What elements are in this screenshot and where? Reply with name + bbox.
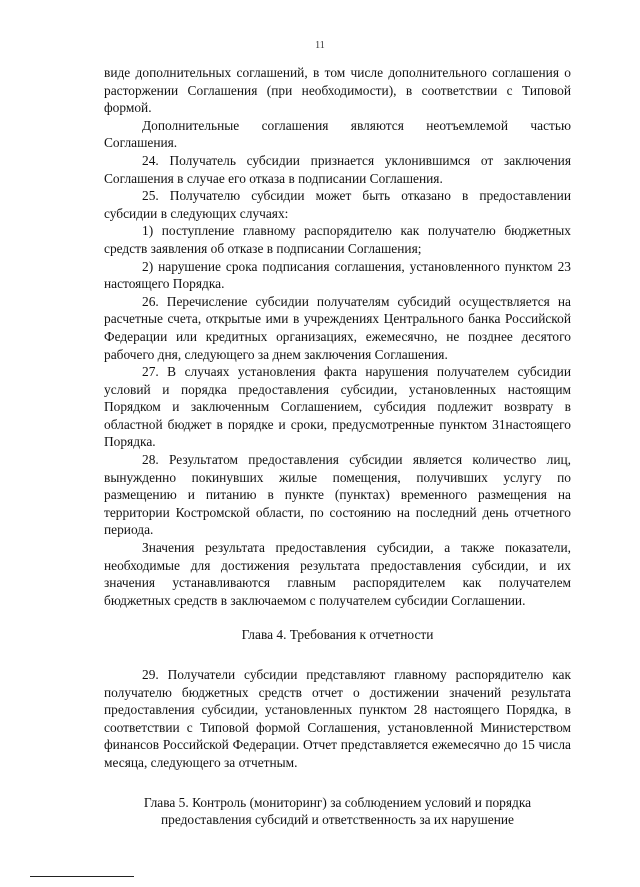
paragraph-25: 25. Получателю субсидии может быть отказано в предоставлении субсидии в следующих случаях:	[104, 188, 571, 221]
paragraph-25-item-2: 2) нарушение срока подписания соглашения, установленного пунктом 23 настоящего Порядка.	[104, 258, 571, 292]
page-number: 11	[315, 40, 325, 51]
paragraph-29: 29. Получатели субсидии представляют главному распорядителю как получателю бюджетных средств отчет о достижении значений результата предоставления субсидии, установленных пунктом 28 настоящего Порядка, в соответствии с Типовой формой Соглашения, установленной Министерством финансов Российской Федерации. Отчет представляется ежемесячно до 15 числа месяца, следующего за отчетным.	[104, 667, 571, 770]
footnote-separator	[30, 876, 134, 877]
paragraph-27: 27. В случаях установления факта нарушения получателем субсидии условий и порядка предоставления субсидии, установленных настоящим Порядком и заключенным Соглашением, субсидия подлежит возврату в областной бюджет в порядке и сроки, предусмотренные пунктом 31настоящего Порядка.	[104, 364, 571, 450]
paragraph-25-item-1: 1) поступление главному распорядителю как получателю бюджетных средств заявления об отказе в подписании Соглашения;	[104, 223, 571, 256]
paragraph-result-values: Значения результата предоставления субсидии, а также показатели, необходимые для достижения результата предоставления субсидии, и их значения устанавливаются главным распорядителем как получателем бюджетных средств в заключаемом с получателем субсидии Соглашении.	[104, 540, 571, 608]
chapter-5-heading-line-2: предоставления субсидий и ответственность за их нарушение	[160, 812, 514, 828]
paragraph-28: 28. Результатом предоставления субсидии является количество лиц, вынужденно покинувших жилые помещения, получивших услугу по размещению и питанию в пункте (пунктах) временного размещения на территории Костромской области, по состоянию на последний день отчетного периода.	[104, 452, 571, 538]
chapter-5-heading	[104, 794, 571, 829]
paragraph-24: 24. Получатель субсидии признается уклонившимся от заключения Соглашения в случае его отказа в подписании Соглашения.	[104, 152, 571, 186]
paragraph-26: 26. Перечисление субсидии получателям субсидий осуществляется на расчетные счета, открытые ими в учреждениях Центрального банка Российской Федерации или кредитных организациях, ежемесячно, не позднее десятого рабочего дня, следующего за днем заключения Соглашения.	[104, 293, 571, 362]
chapter-4-heading: Глава 4. Требования к отчетности	[241, 627, 434, 643]
paragraph-additional-agreements: Дополнительные соглашения являются неотъемлемой частью Соглашения.	[104, 117, 571, 151]
paragraph-continuation: виде дополнительных соглашений, в том числе дополнительного соглашения о расторжении Соглашения (при необходимости), в соответствии с Типовой формой.	[104, 65, 571, 116]
document-body	[104, 64, 571, 829]
chapter-5-heading-line-1: Глава 5. Контроль (мониторинг) за соблюдением условий и порядка	[143, 794, 532, 810]
